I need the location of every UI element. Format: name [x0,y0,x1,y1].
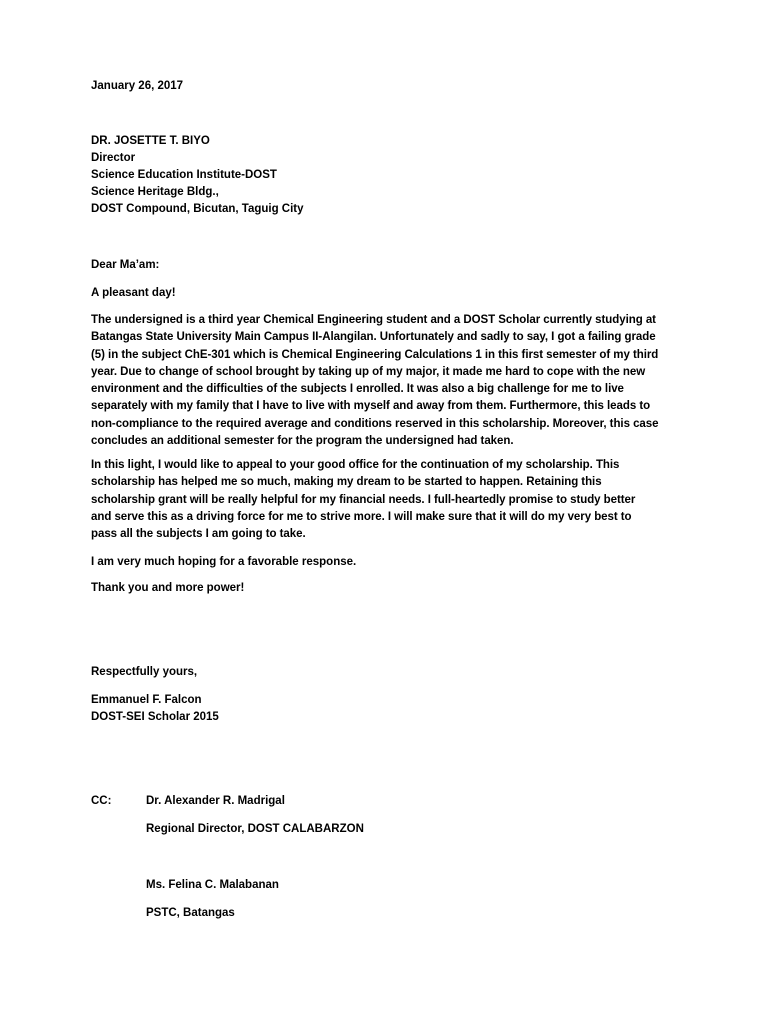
cc-recipient-name: Dr. Alexander R. Madrigal [146,795,285,807]
recipient-address: DOST Compound, Bicutan, Taguig City [91,203,304,215]
body-paragraph-2 [91,457,691,543]
cc-recipient-name: Ms. Felina C. Malabanan [146,879,279,891]
greeting: A pleasant day! [91,287,176,299]
paragraph-line: scholarship has helped me so much, making my dream to be started to happen. Retaining this [91,476,602,489]
cc-label: CC: [91,795,112,807]
paragraph-line: environment and the difficulties of the subjects I enrolled. It was also a big challenge for me to live [91,383,624,396]
paragraph-line: pass all the subjects I am going to take. [91,528,306,541]
paragraph-line: concludes an additional semester for the program the undersigned had taken. [91,435,514,448]
closing: Respectfully yours, [91,666,198,678]
recipient-title: Director [91,152,136,164]
body-paragraph-4: Thank you and more power! [91,582,245,594]
paragraph-line: The undersigned is a third year Chemical Engineering student and a DOST Scholar currently studying at [91,314,656,326]
paragraph-line: (5) in the subject ChE-301 which is Chemical Engineering Calculations 1 in this first semester of my third [91,348,659,361]
paragraph-line: and serve this as a driving force for me to strive more. I will make sure that it will do my very best to [91,510,632,523]
cc-recipient-position: PSTC, Batangas [146,907,235,919]
recipient-org: Science Education Institute-DOST [91,169,277,181]
paragraph-line: non-compliance to the required average and conditions reserved in this scholarship. Moreover, this case [91,417,659,430]
paragraph-line: Batangas State University Main Campus II-Alangilan. Unfortunately and sadly to say, I got a failing grade [91,331,656,344]
cc-recipient-position: Regional Director, DOST CALABARZON [146,823,364,835]
paragraph-line: year. Due to change of school brought by taking up of my major, it made me hard to cope with the new [91,365,646,378]
recipient-name: DR. JOSETTE T. BIYO [91,135,210,147]
letter-date: January 26, 2017 [91,80,184,92]
recipient-building: Science Heritage Bldg., [91,186,219,198]
sender-title: DOST-SEI Scholar 2015 [91,711,219,723]
sender-name: Emmanuel F. Falcon [91,694,202,706]
body-paragraph-1 [91,312,691,450]
paragraph-line: In this light, I would like to appeal to your good office for the continuation of my scholarship. This [91,459,620,471]
paragraph-line: separately with my family that I have to live with myself and away from them. Furthermore, this leads to [91,400,651,413]
salutation: Dear Ma’am: [91,259,160,271]
body-paragraph-3: I am very much hoping for a favorable response. [91,556,357,568]
paragraph-line: scholarship grant will be really helpful for my financial needs. I full-heartedly promise to study better [91,493,636,506]
